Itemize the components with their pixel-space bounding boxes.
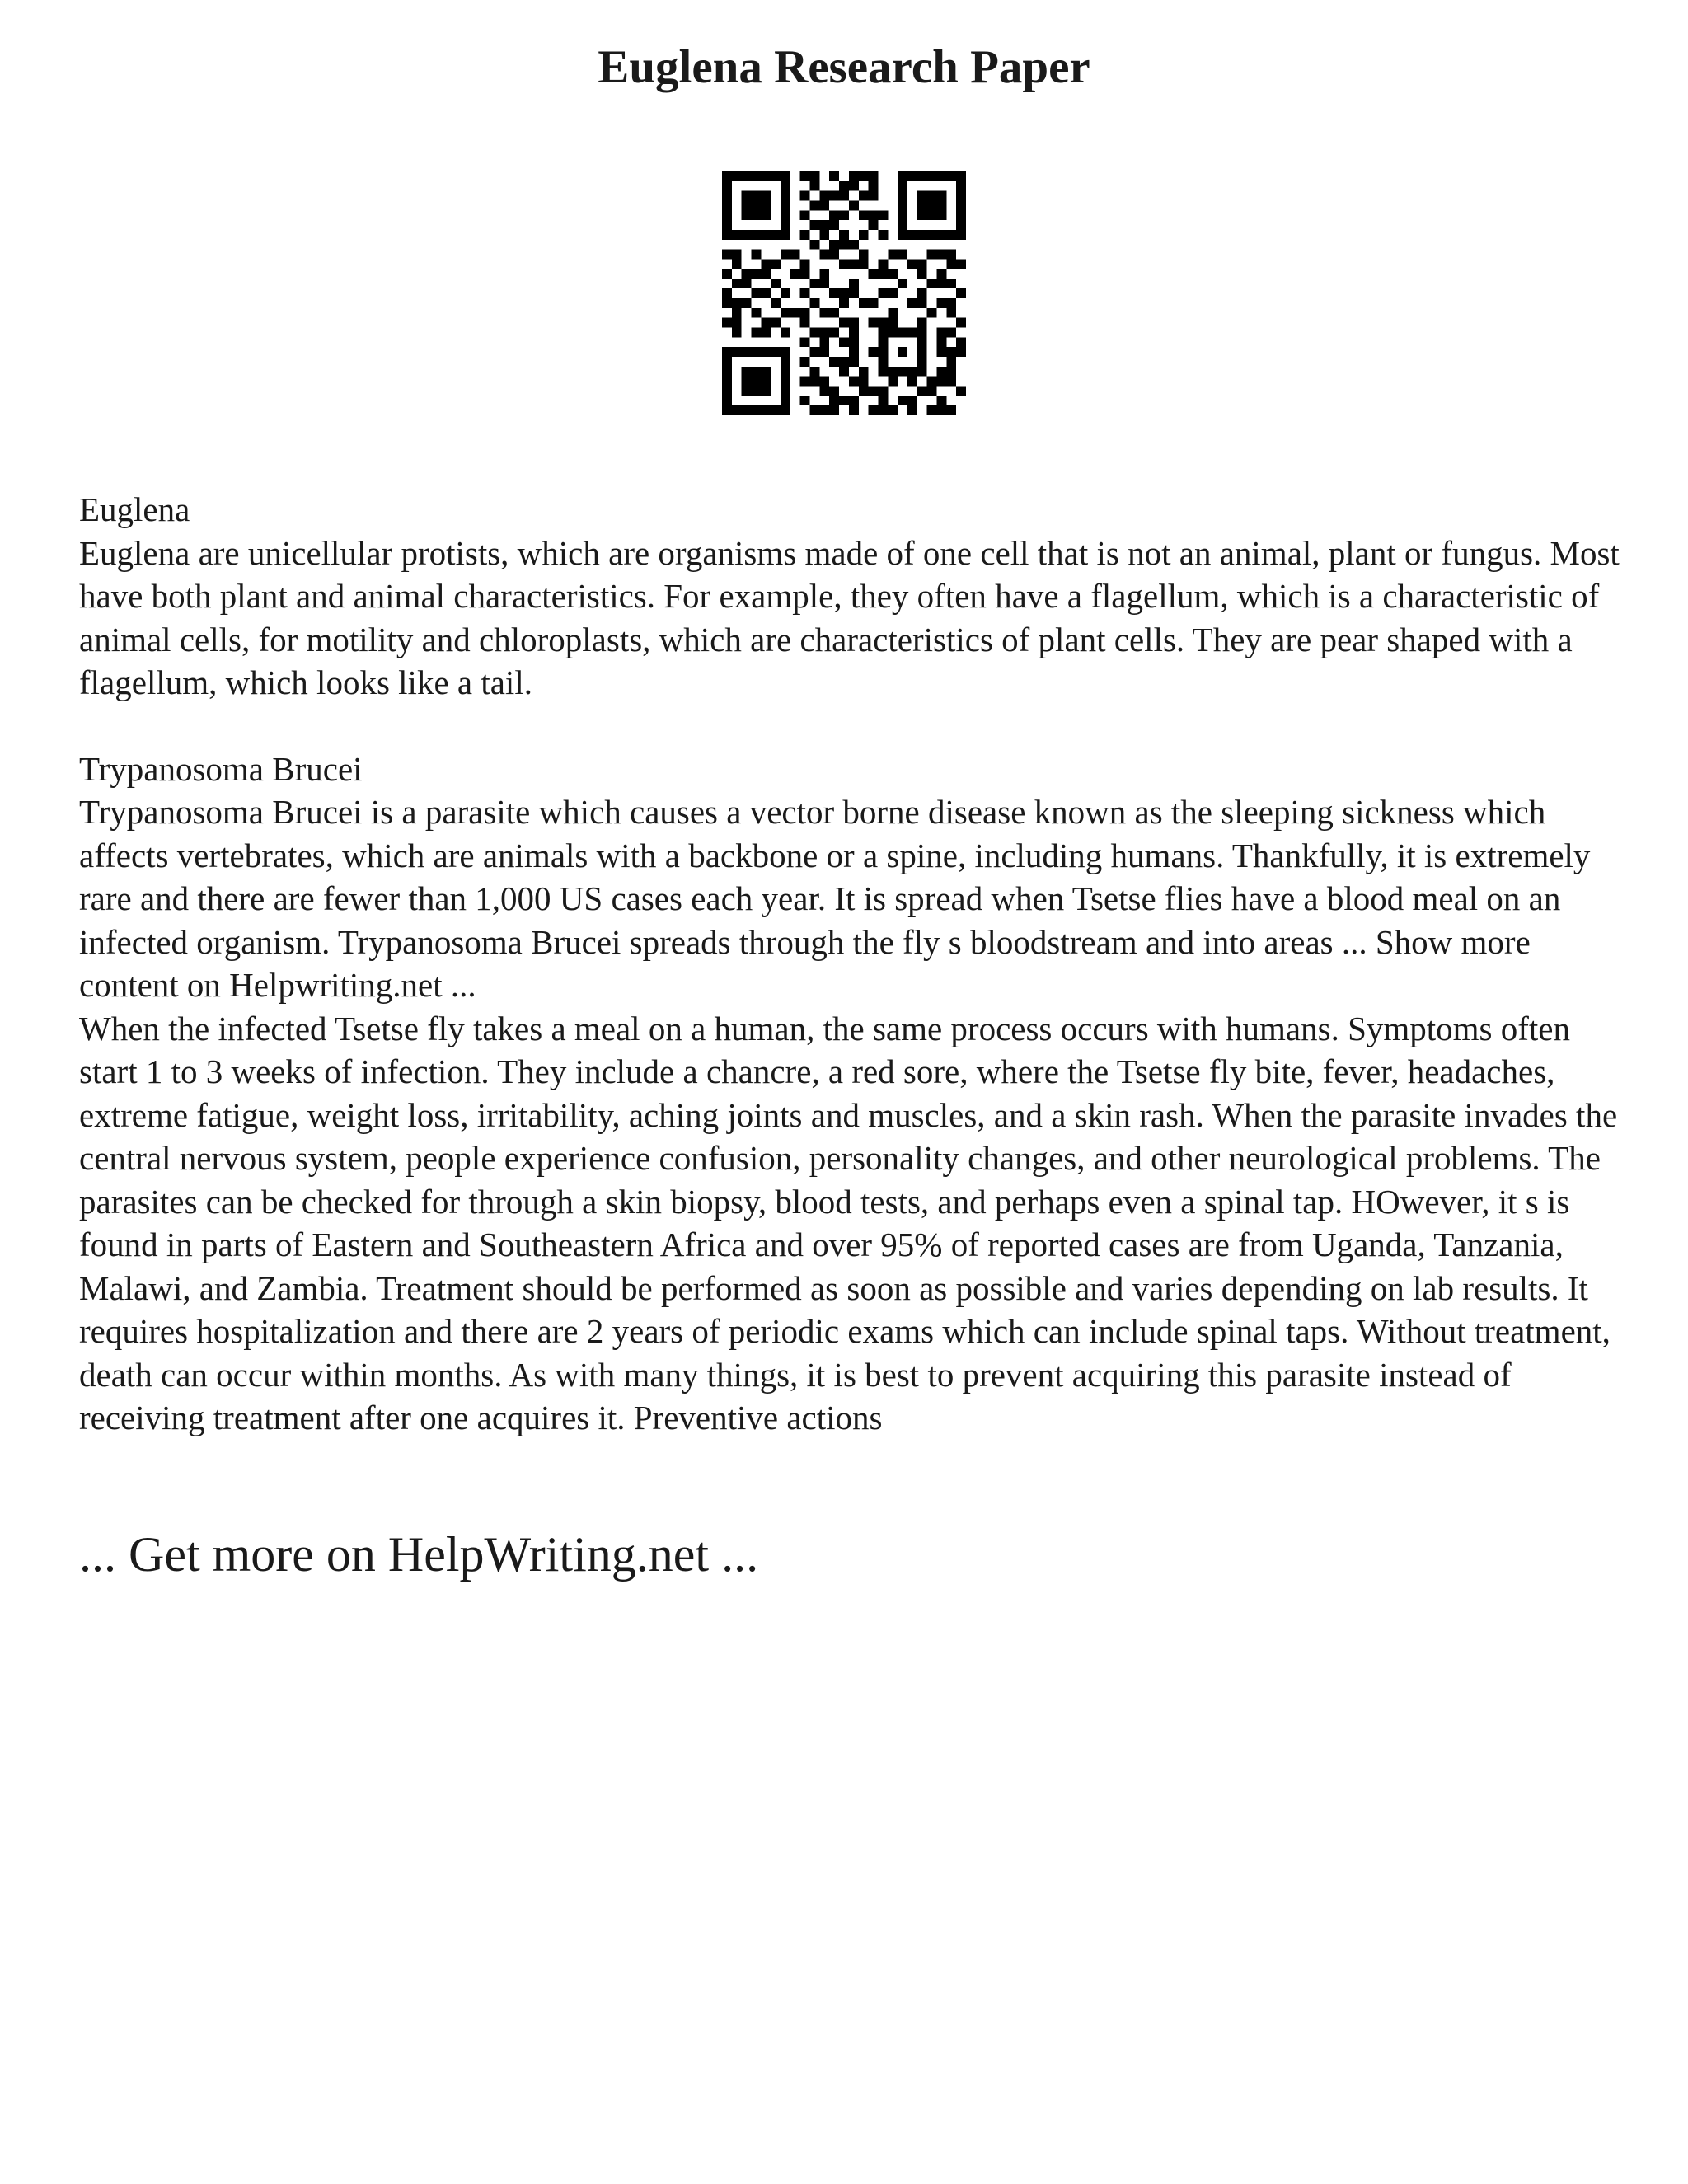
- document-body: [79, 488, 1629, 1440]
- page-title: Euglena Research Paper: [598, 41, 1090, 93]
- qr-code-icon: [722, 171, 966, 415]
- get-more-link[interactable]: ... Get more on HelpWriting.net ...: [79, 1527, 759, 1582]
- section-euglena: [79, 488, 1629, 705]
- section-paragraph: Trypanosoma Brucei is a parasite which causes a vector borne disease known as the sleeping sickness which affects vertebrates, which are animals with a backbone or a spine, including humans. Thankfully, it is extremely rare and there are fewer than 1,000 US cases each year. It is spread when Tsetse flies have a blood meal on an infected organism. Trypanosoma Brucei spreads through the fly s bloodstream and into areas ... Show more content on Helpwriting.net ...: [79, 793, 1591, 1004]
- section-heading: Euglena: [79, 490, 190, 528]
- section-trypanosoma-brucei: [79, 748, 1629, 1440]
- section-paragraph: Euglena are unicellular protists, which are organisms made of one cell that is not an animal, plant or fungus. Most have both plant and animal characteristics. For example, they often have a flagellum, which is a characteristic of animal cells, for motility and chloroplasts, which are characteristics of plant cells. They are pear shaped with a flagellum, which looks like a tail.: [79, 533, 1620, 701]
- paragraph-spacer: [79, 705, 1629, 748]
- section-heading: Trypanosoma Brucei: [79, 749, 363, 788]
- section-paragraph: When the infected Tsetse fly takes a meal on a human, the same process occurs with humans. Symptoms often start 1 to 3 weeks of infection. They include a chancre, a red sore, where the Tsetse fly bite, fever, headaches, extreme fatigue, weight loss, irritability, aching joints and muscles, and a skin rash. When the parasite invades the central nervous system, people experience confusion, personality changes, and other neurological problems. The parasites can be checked for through a skin biopsy, blood tests, and perhaps even a spinal tap. HOwever, it s is found in parts of Eastern and Southeastern Africa and over 95% of reported cases are from Uganda, Tanzania, Malawi, and Zambia. Treatment should be performed as soon as possible and varies depending on lab results. It requires hospitalization and there are 2 years of periodic exams which can include spinal taps. Without treatment, death can occur within months. As with many things, it is best to prevent acquiring this parasite instead of receiving treatment after one acquires it. Preventive actions: [79, 1009, 1618, 1436]
